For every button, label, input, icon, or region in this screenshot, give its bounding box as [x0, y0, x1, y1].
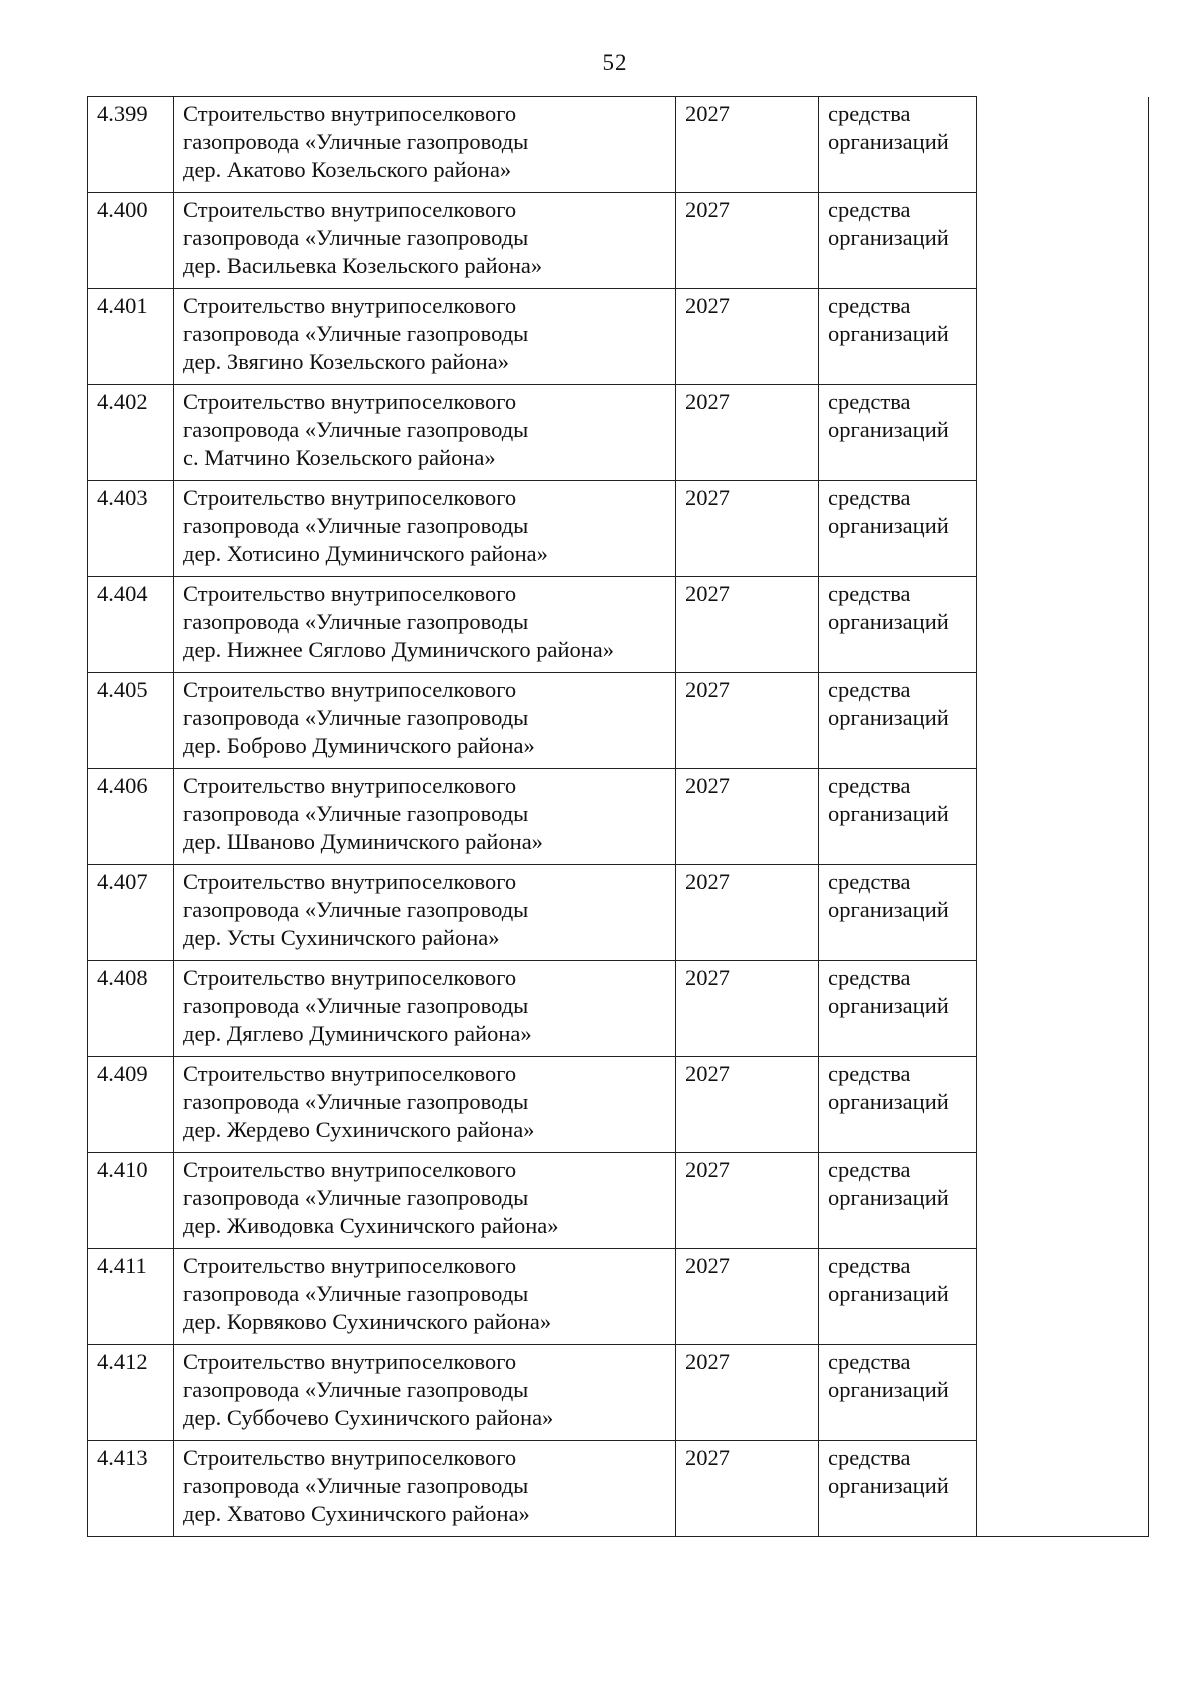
project-name-cell	[174, 481, 676, 577]
project-name-line: Строительство внутрипоселкового	[183, 485, 517, 510]
row-number: 4.403	[97, 485, 148, 510]
empty-cell	[977, 289, 1149, 385]
row-number: 4.401	[97, 293, 148, 318]
project-name-line: Строительство внутрипоселкового	[183, 293, 517, 318]
project-name-line: дер. Звягино Козельского района»	[183, 349, 509, 374]
project-name-cell	[174, 1153, 676, 1249]
row-number: 4.404	[97, 581, 148, 606]
project-name-line: Строительство внутрипоселкового	[183, 965, 517, 990]
row-number-cell	[88, 481, 174, 577]
funding-source-cell	[819, 673, 977, 769]
year-value: 2027	[685, 1157, 730, 1182]
empty-cell	[977, 385, 1149, 481]
year-value: 2027	[685, 1061, 730, 1086]
project-name-line: газопровода «Уличные газопроводы	[183, 1473, 529, 1498]
project-name-cell	[174, 193, 676, 289]
table-row	[88, 865, 1149, 961]
row-number-cell	[88, 673, 174, 769]
year-cell	[676, 1153, 819, 1249]
project-name-line: газопровода «Уличные газопроводы	[183, 513, 529, 538]
funding-source-line: организаций	[828, 225, 949, 250]
row-number-cell	[88, 577, 174, 673]
project-name-line: дер. Васильевка Козельского района»	[183, 253, 543, 278]
project-name-line: газопровода «Уличные газопроводы	[183, 417, 529, 442]
table-row	[88, 481, 1149, 577]
project-name-line: газопровода «Уличные газопроводы	[183, 993, 529, 1018]
row-number: 4.409	[97, 1061, 148, 1086]
project-name-line: газопровода «Уличные газопроводы	[183, 1089, 529, 1114]
year-cell	[676, 865, 819, 961]
empty-cell	[977, 1057, 1149, 1153]
funding-source-line: организаций	[828, 1089, 949, 1114]
project-name-cell	[174, 1249, 676, 1345]
row-number: 4.413	[97, 1445, 148, 1470]
project-name-cell	[174, 1345, 676, 1441]
funding-source-cell	[819, 1153, 977, 1249]
project-name-cell	[174, 769, 676, 865]
project-name-cell	[174, 673, 676, 769]
project-name-line: Строительство внутрипоселкового	[183, 677, 517, 702]
table-row	[88, 97, 1149, 193]
table-row	[88, 673, 1149, 769]
year-cell	[676, 1345, 819, 1441]
funding-source-line: организаций	[828, 801, 949, 826]
row-number-cell	[88, 1057, 174, 1153]
project-name-line: Строительство внутрипоселкового	[183, 1253, 517, 1278]
empty-cell	[977, 961, 1149, 1057]
year-cell	[676, 385, 819, 481]
funding-source-cell	[819, 481, 977, 577]
project-name-line: дер. Усты Сухиничского района»	[183, 925, 500, 950]
funding-source-line: средства	[828, 197, 911, 222]
row-number-cell	[88, 289, 174, 385]
table-row	[88, 961, 1149, 1057]
funding-source-line: организаций	[828, 609, 949, 634]
project-name-line: газопровода «Уличные газопроводы	[183, 705, 529, 730]
project-name-cell	[174, 1057, 676, 1153]
funding-source-cell	[819, 577, 977, 673]
empty-cell	[977, 577, 1149, 673]
table-row	[88, 1153, 1149, 1249]
project-name-line: дер. Хватово Сухиничского района»	[183, 1501, 530, 1526]
project-name-line: Строительство внутрипоселкового	[183, 1157, 517, 1182]
empty-cell	[977, 193, 1149, 289]
funding-source-line: организаций	[828, 1281, 949, 1306]
year-cell	[676, 1249, 819, 1345]
table-row	[88, 769, 1149, 865]
funding-source-line: средства	[828, 677, 911, 702]
year-value: 2027	[685, 1445, 730, 1470]
funding-source-line: средства	[828, 869, 911, 894]
project-name-line: Строительство внутрипоселкового	[183, 581, 517, 606]
empty-cell	[977, 1345, 1149, 1441]
funding-source-line: организаций	[828, 1473, 949, 1498]
funding-source-line: средства	[828, 1349, 911, 1374]
funding-source-line: организаций	[828, 321, 949, 346]
row-number-cell	[88, 193, 174, 289]
funding-source-cell	[819, 961, 977, 1057]
funding-source-line: средства	[828, 965, 911, 990]
project-name-cell	[174, 289, 676, 385]
project-name-line: газопровода «Уличные газопроводы	[183, 1377, 529, 1402]
year-value: 2027	[685, 581, 730, 606]
page-number: 52	[602, 50, 628, 75]
row-number-cell	[88, 97, 174, 193]
year-cell	[676, 961, 819, 1057]
project-name-line: газопровода «Уличные газопроводы	[183, 1281, 529, 1306]
year-value: 2027	[685, 293, 730, 318]
table-row	[88, 193, 1149, 289]
project-name-line: дер. Жердево Сухиничского района»	[183, 1117, 535, 1142]
funding-source-line: организаций	[828, 417, 949, 442]
row-number-cell	[88, 961, 174, 1057]
project-name-line: газопровода «Уличные газопроводы	[183, 129, 529, 154]
year-cell	[676, 481, 819, 577]
empty-cell	[977, 1441, 1149, 1537]
funding-source-line: организаций	[828, 993, 949, 1018]
project-name-line: дер. Корвяково Сухиничского района»	[183, 1309, 552, 1334]
project-name-line: дер. Живодовка Сухиничского района»	[183, 1213, 559, 1238]
empty-cell	[977, 865, 1149, 961]
project-name-cell	[174, 961, 676, 1057]
project-name-cell	[174, 385, 676, 481]
project-name-line: дер. Дяглево Думиничского района»	[183, 1021, 532, 1046]
row-number-cell	[88, 865, 174, 961]
project-name-line: дер. Шваново Думиничского района»	[183, 829, 543, 854]
funding-source-line: средства	[828, 485, 911, 510]
funding-source-line: средства	[828, 1445, 911, 1470]
funding-source-cell	[819, 1249, 977, 1345]
year-cell	[676, 1057, 819, 1153]
funding-source-line: организаций	[828, 129, 949, 154]
row-number: 4.412	[97, 1349, 148, 1374]
year-value: 2027	[685, 869, 730, 894]
funding-source-cell	[819, 289, 977, 385]
funding-source-line: средства	[828, 1157, 911, 1182]
year-cell	[676, 769, 819, 865]
row-number: 4.402	[97, 389, 148, 414]
empty-cell	[977, 769, 1149, 865]
project-name-cell	[174, 577, 676, 673]
project-name-line: газопровода «Уличные газопроводы	[183, 609, 529, 634]
year-value: 2027	[685, 1349, 730, 1374]
empty-cell	[977, 673, 1149, 769]
project-name-line: Строительство внутрипоселкового	[183, 773, 517, 798]
year-value: 2027	[685, 1253, 730, 1278]
table-row	[88, 1249, 1149, 1345]
project-name-line: Строительство внутрипоселкового	[183, 197, 517, 222]
row-number: 4.406	[97, 773, 148, 798]
funding-source-cell	[819, 769, 977, 865]
year-cell	[676, 1441, 819, 1537]
funding-source-line: организаций	[828, 1377, 949, 1402]
funding-source-line: средства	[828, 581, 911, 606]
row-number-cell	[88, 1345, 174, 1441]
funding-source-line: организаций	[828, 1185, 949, 1210]
row-number: 4.405	[97, 677, 148, 702]
funding-source-cell	[819, 193, 977, 289]
year-value: 2027	[685, 101, 730, 126]
project-name-line: Строительство внутрипоселкового	[183, 1349, 517, 1374]
row-number: 4.407	[97, 869, 148, 894]
project-name-line: дер. Акатово Козельского района»	[183, 157, 512, 182]
year-cell	[676, 577, 819, 673]
project-name-line: Строительство внутрипоселкового	[183, 1445, 517, 1470]
year-cell	[676, 97, 819, 193]
funding-source-line: организаций	[828, 897, 949, 922]
year-value: 2027	[685, 197, 730, 222]
table-row	[88, 289, 1149, 385]
project-name-cell	[174, 865, 676, 961]
project-name-line: газопровода «Уличные газопроводы	[183, 1185, 529, 1210]
year-value: 2027	[685, 677, 730, 702]
row-number: 4.400	[97, 197, 148, 222]
table-row	[88, 577, 1149, 673]
project-name-line: Строительство внутрипоселкового	[183, 869, 517, 894]
year-value: 2027	[685, 485, 730, 510]
project-name-line: газопровода «Уличные газопроводы	[183, 225, 529, 250]
project-name-cell	[174, 1441, 676, 1537]
funding-source-cell	[819, 385, 977, 481]
funding-source-cell	[819, 1441, 977, 1537]
row-number-cell	[88, 385, 174, 481]
empty-cell	[977, 481, 1149, 577]
row-number: 4.410	[97, 1157, 148, 1182]
project-name-line: Строительство внутрипоселкового	[183, 1061, 517, 1086]
row-number: 4.408	[97, 965, 148, 990]
empty-cell	[977, 97, 1149, 193]
funding-source-line: средства	[828, 389, 911, 414]
funding-source-line: организаций	[828, 513, 949, 538]
year-value: 2027	[685, 773, 730, 798]
year-value: 2027	[685, 389, 730, 414]
project-name-cell	[174, 97, 676, 193]
row-number: 4.399	[97, 101, 148, 126]
table-row	[88, 1441, 1149, 1537]
project-name-line: газопровода «Уличные газопроводы	[183, 801, 529, 826]
empty-cell	[977, 1249, 1149, 1345]
project-name-line: Строительство внутрипоселкового	[183, 101, 517, 126]
funding-source-line: организаций	[828, 705, 949, 730]
year-value: 2027	[685, 965, 730, 990]
project-name-line: с. Матчино Козельского района»	[183, 445, 496, 470]
funding-source-line: средства	[828, 1061, 911, 1086]
program-table-body	[88, 97, 1149, 1537]
project-name-line: газопровода «Уличные газопроводы	[183, 897, 529, 922]
year-cell	[676, 193, 819, 289]
table-row	[88, 1057, 1149, 1153]
funding-source-cell	[819, 1345, 977, 1441]
funding-source-line: средства	[828, 101, 911, 126]
year-cell	[676, 673, 819, 769]
funding-source-cell	[819, 865, 977, 961]
row-number-cell	[88, 769, 174, 865]
project-name-line: дер. Хотисино Думиничского района»	[183, 541, 548, 566]
row-number-cell	[88, 1249, 174, 1345]
funding-source-cell	[819, 1057, 977, 1153]
funding-source-line: средства	[828, 293, 911, 318]
table-row	[88, 1345, 1149, 1441]
project-name-line: дер. Нижнее Сяглово Думиничского района»	[183, 637, 615, 662]
year-cell	[676, 289, 819, 385]
funding-source-line: средства	[828, 773, 911, 798]
row-number: 4.411	[97, 1253, 147, 1278]
project-name-line: дер. Боброво Думиничского района»	[183, 733, 535, 758]
program-table	[87, 96, 1149, 1537]
row-number-cell	[88, 1441, 174, 1537]
row-number-cell	[88, 1153, 174, 1249]
project-name-line: газопровода «Уличные газопроводы	[183, 321, 529, 346]
funding-source-cell	[819, 97, 977, 193]
empty-cell	[977, 1153, 1149, 1249]
funding-source-line: средства	[828, 1253, 911, 1278]
table-row	[88, 385, 1149, 481]
project-name-line: Строительство внутрипоселкового	[183, 389, 517, 414]
project-name-line: дер. Суббочево Сухиничского района»	[183, 1405, 554, 1430]
